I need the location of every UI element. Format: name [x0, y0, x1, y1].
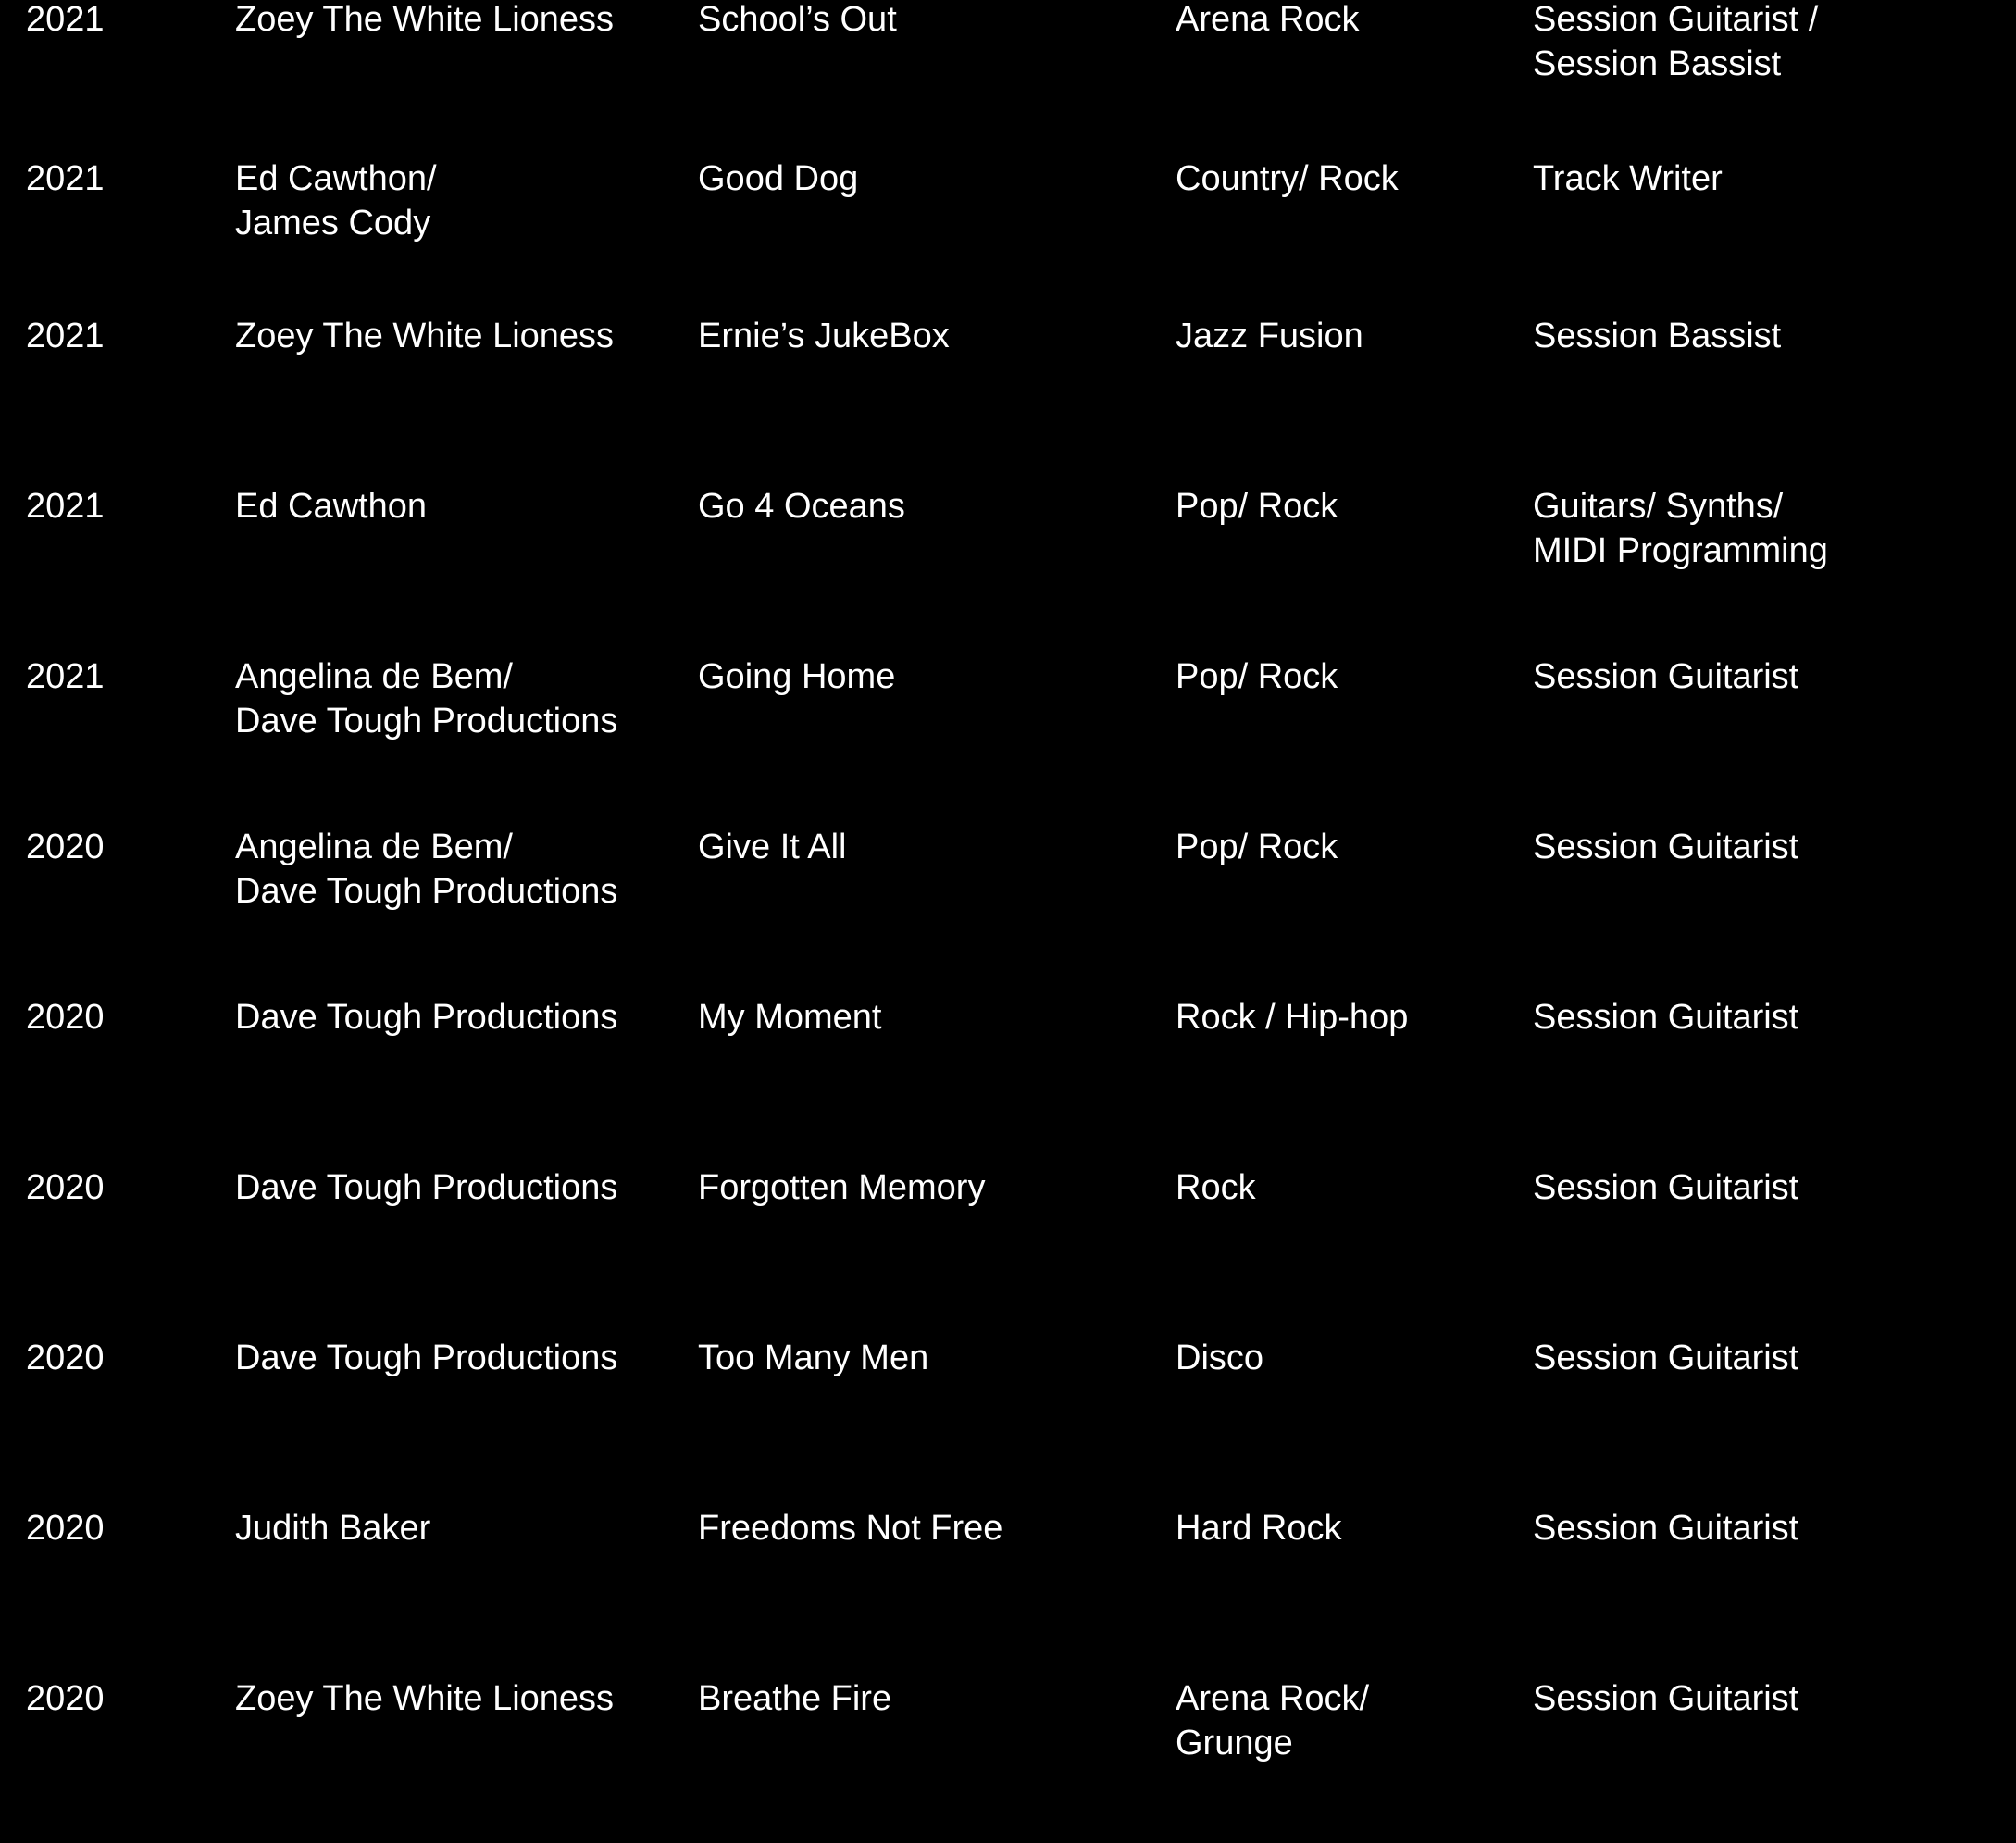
year-cell: 2020 — [26, 998, 105, 1037]
year-cell: 2021 — [26, 0, 105, 39]
year-cell: 2020 — [26, 1679, 105, 1718]
genre-cell: Rock / Hip-hop — [1176, 998, 1409, 1037]
role-cell: Session Guitarist — [1533, 657, 1799, 696]
table-row — [0, 156, 2016, 323]
role-cell: Session Guitarist — [1533, 1339, 1799, 1377]
artist-cell: Zoey The White Lioness — [235, 0, 615, 39]
artist-cell: Zoey The White Lioness — [235, 1679, 615, 1718]
artist-cell: Dave Tough Productions — [235, 1339, 618, 1377]
table-row — [0, 654, 2016, 821]
role-cell: Session Guitarist — [1533, 1679, 1799, 1718]
genre-cell: Pop/ Rock — [1176, 487, 1338, 526]
artist-cell: Angelina de Bem/ Dave Tough Productions — [235, 828, 618, 911]
year-cell: 2020 — [26, 1339, 105, 1377]
year-cell: 2020 — [26, 828, 105, 866]
genre-cell: Arena Rock/ Grunge — [1176, 1679, 1370, 1762]
table-row — [0, 1676, 2016, 1843]
artist-cell: Ed Cawthon — [235, 487, 428, 526]
role-cell: Session Guitarist — [1533, 998, 1799, 1037]
role-cell: Session Bassist — [1533, 317, 1782, 355]
title-cell: School’s Out — [698, 0, 897, 39]
year-cell: 2021 — [26, 317, 105, 355]
table-row — [0, 995, 2016, 1162]
role-cell: Session Guitarist — [1533, 1168, 1799, 1207]
artist-cell: Judith Baker — [235, 1509, 431, 1548]
artist-cell: Dave Tough Productions — [235, 1168, 618, 1207]
title-cell: Freedoms Not Free — [698, 1509, 1003, 1548]
artist-cell: Dave Tough Productions — [235, 998, 618, 1037]
genre-cell: Jazz Fusion — [1176, 317, 1363, 355]
artist-cell: Zoey The White Lioness — [235, 317, 615, 355]
table-row — [0, 1165, 2016, 1332]
title-cell: My Moment — [698, 998, 882, 1037]
genre-cell: Pop/ Rock — [1176, 657, 1338, 696]
genre-cell: Pop/ Rock — [1176, 828, 1338, 866]
role-cell: Track Writer — [1533, 159, 1723, 198]
genre-cell: Disco — [1176, 1339, 1264, 1377]
year-cell: 2021 — [26, 159, 105, 198]
role-cell: Session Guitarist — [1533, 1509, 1799, 1548]
title-cell: Ernie’s JukeBox — [698, 317, 950, 355]
title-cell: Too Many Men — [698, 1339, 929, 1377]
year-cell: 2021 — [26, 487, 105, 526]
title-cell: Go 4 Oceans — [698, 487, 905, 526]
role-cell: Session Guitarist / Session Bassist — [1533, 0, 1819, 83]
year-cell: 2020 — [26, 1509, 105, 1548]
genre-cell: Country/ Rock — [1176, 159, 1399, 198]
table-row — [0, 314, 2016, 480]
genre-cell: Hard Rock — [1176, 1509, 1342, 1548]
title-cell: Give It All — [698, 828, 847, 866]
table-row — [0, 825, 2016, 991]
table-row — [0, 484, 2016, 651]
table-row — [0, 0, 2016, 164]
title-cell: Breathe Fire — [698, 1679, 892, 1718]
title-cell: Going Home — [698, 657, 896, 696]
artist-cell: Angelina de Bem/ Dave Tough Productions — [235, 657, 618, 741]
artist-cell: Ed Cawthon/ James Cody — [235, 159, 437, 243]
table-row — [0, 1506, 2016, 1673]
year-cell: 2021 — [26, 657, 105, 696]
year-cell: 2020 — [26, 1168, 105, 1207]
role-cell: Guitars/ Synths/ MIDI Programming — [1533, 487, 1828, 570]
title-cell: Good Dog — [698, 159, 859, 198]
table-row — [0, 1336, 2016, 1502]
title-cell: Forgotten Memory — [698, 1168, 986, 1207]
genre-cell: Arena Rock — [1176, 0, 1360, 39]
role-cell: Session Guitarist — [1533, 828, 1799, 866]
genre-cell: Rock — [1176, 1168, 1256, 1207]
